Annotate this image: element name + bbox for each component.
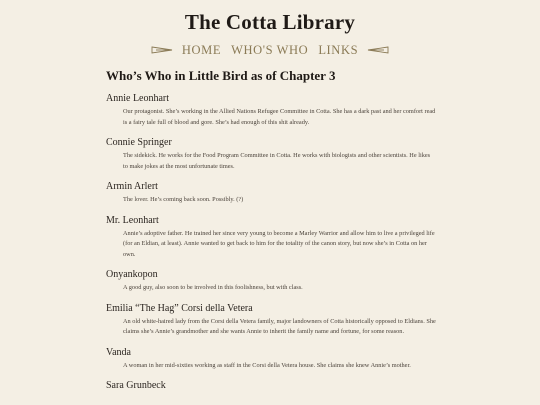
main-nav — [0, 42, 540, 58]
character-entry — [106, 215, 436, 261]
character-description: A good guy, also soon to be involved in this foolishness, but with class. — [123, 284, 303, 291]
character-name: Mr. Leonhart — [106, 214, 159, 226]
character-name: Vanda — [106, 346, 131, 358]
nav-links — [177, 43, 363, 58]
character-description: The lover. He’s coming back soon. Possibly. (?) — [123, 196, 244, 203]
character-name: Emilia “The Hag” Corsi della Vetera — [106, 302, 253, 314]
flourish-left-icon — [151, 45, 173, 55]
character-description: Our protagonist. She’s working in the Allied Nations Refugee Committee in Cotta. She has a dark past and her comfort read is a fairy tale full of blood and gore. She’s had enough of this shit already. — [123, 108, 436, 126]
character-entry — [106, 303, 436, 338]
character-description: A woman in her mid-sixties working as staff in the Corsi della Vetera house. She claims she knew Annie’s mother. — [123, 361, 411, 369]
flourish-right-icon — [367, 45, 389, 55]
character-name: Connie Springer — [106, 137, 172, 148]
character-entry — [106, 269, 436, 294]
nav-whos-who-link[interactable]: WHO'S WHO — [231, 42, 309, 57]
character-entry — [106, 137, 436, 172]
character-entry — [106, 181, 436, 206]
character-description: Annie’s adoptive father. He trained her since very young to become a Marley Warrior and allow him to live a privileged life (for an Eldian, at least). Annie wanted to get back to him for the totality of the canon story, but now she’s in Cotta on her own. — [123, 229, 435, 258]
nav-links-link[interactable]: LINKS — [318, 42, 359, 57]
character-description: The sidekick. He works for the Food Program Committee in Cotta. He works with biologists and other scientists. He likes to make jokes at the most unfortunate times. — [123, 152, 431, 170]
page-heading: Who’s Who in Little Bird as of Chapter 3 — [106, 68, 336, 83]
character-entry — [106, 380, 436, 392]
character-name: Annie Leonhart — [106, 93, 170, 104]
character-list — [106, 93, 436, 401]
character-entry — [106, 347, 436, 372]
character-name: Armin Arlert — [106, 181, 158, 192]
character-description: An old white-haired lady from the Corsi della Vetera family, major landowners of Cotta historically opposed to Eldians. She claims she’s Annie’s grandmother and she wants Annie to inherit the family name and fortune, for some reason. — [123, 317, 436, 335]
character-name: Sara Grunbeck — [106, 380, 166, 391]
site-title: The Cotta Library — [184, 10, 356, 34]
character-name: Onyankopon — [106, 269, 158, 280]
nav-home-link[interactable]: HOME — [181, 42, 222, 57]
character-entry — [106, 93, 436, 128]
